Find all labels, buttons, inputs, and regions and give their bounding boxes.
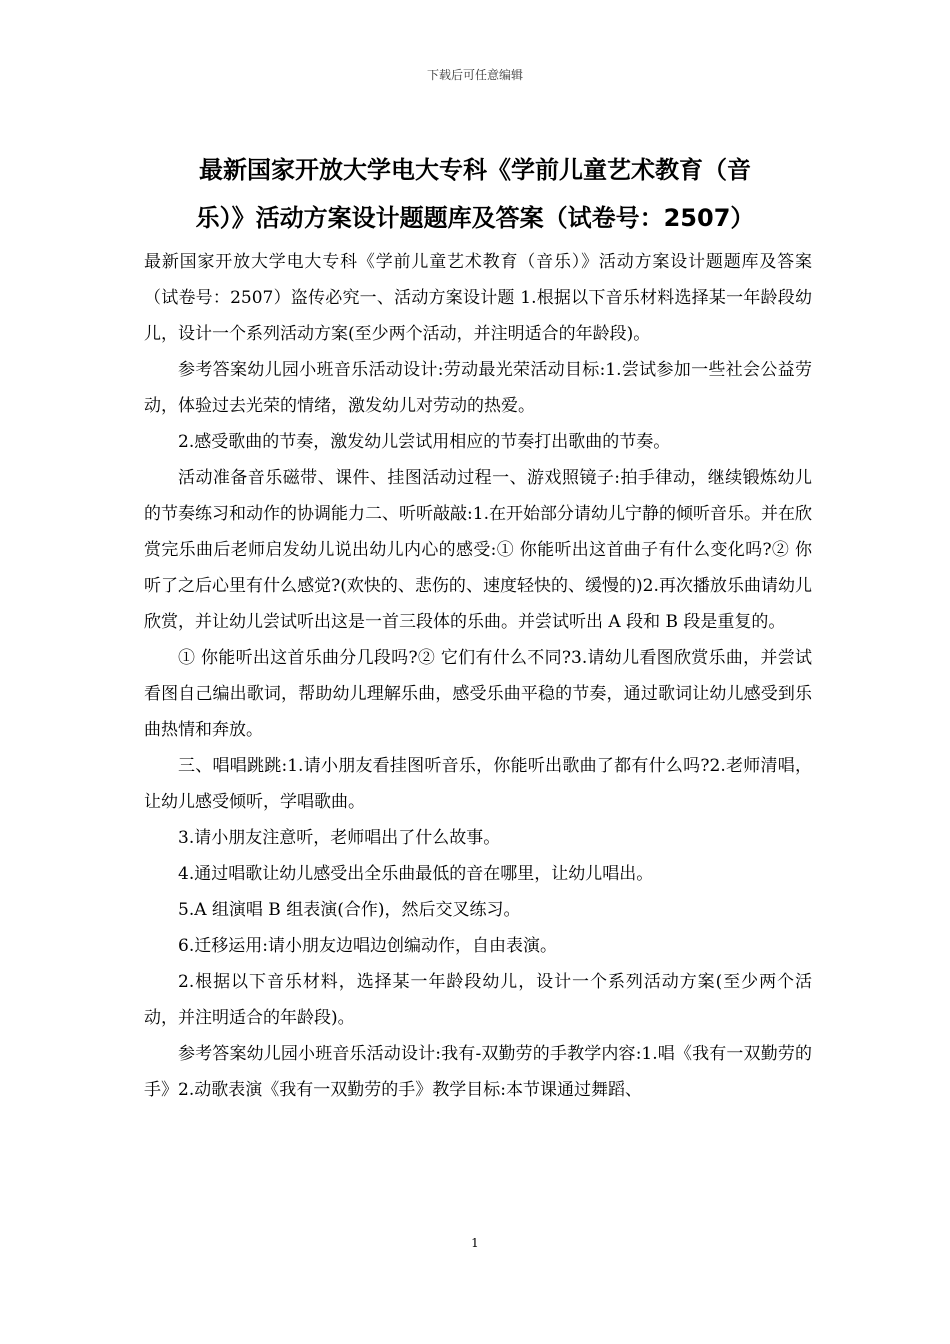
paragraph-activity-prep: 活动准备音乐磁带、课件、挂图活动过程一、游戏照镜子:拍手律动，继续锻炼幼儿的节奏练习和动作的协调能力二、听听敲敲:1.在开始部分请幼儿宁静的倾听音乐。并在欣赏完乐曲后老师启发幼儿说出幼儿内心的感受:① 你能听出这首曲子有什么变化吗?② 你听了之后心里有什么感觉?(欢快的、悲伤的、速度轻快的、缓慢的)2.再次播放乐曲请幼儿欣赏，并让幼儿尝试听出这是一首三段体的乐曲。并尝试听出 A 段和 B 段是重复的。: [144, 468, 812, 632]
paragraph-intro: 最新国家开放大学电大专科《学前儿童艺术教育（音乐）》活动方案设计题题库及答案（试卷号：2507）盗传必究一、活动方案设计题 1.根据以下音乐材料选择某一年龄段幼儿，设计一个系列活动方案(至少两个活动，并注明适合的年龄段)。: [144, 252, 812, 344]
paragraph-step-6: 6.迁移运用:请小朋友边唱边创编动作，自由表演。: [178, 936, 557, 956]
paragraph-step-4: 4.通过唱歌让幼儿感受出全乐曲最低的音在哪里，让幼儿唱出。: [178, 864, 654, 884]
paragraph-answer-2: 参考答案幼儿园小班音乐活动设计:我有-双勤劳的手教学内容:1.唱《我有一双勤劳的手》2.动歌表演《我有一双勤劳的手》教学目标:本节课通过舞蹈、: [144, 1044, 812, 1100]
document-title: [150, 146, 800, 242]
document-body: [144, 244, 812, 1108]
paragraph-step-3: 3.请小朋友注意听，老师唱出了什么故事。: [178, 828, 501, 848]
paragraph-step-5: 5.A 组演唱 B 组表演(合作)，然后交叉练习。: [178, 900, 521, 920]
header-note: 下载后可任意编辑: [426, 68, 523, 82]
paragraph-questions: ① 你能听出这首乐曲分几段吗?② 它们有什么不同?3.请幼儿看图欣赏乐曲，并尝试看图自己编出歌词，帮助幼儿理解乐曲，感受乐曲平稳的节奏，通过歌词让幼儿感受到乐曲热情和奔放。: [144, 648, 812, 740]
paragraph-answer-1: 参考答案幼儿园小班音乐活动设计:劳动最光荣活动目标:1.尝试参加一些社会公益劳动，体验过去光荣的情绪，激发幼儿对劳动的热爱。: [144, 360, 812, 416]
paragraph-sing-dance: 三、唱唱跳跳:1.请小朋友看挂图听音乐，你能听出歌曲了都有什么吗?2.老师清唱，让幼儿感受倾听，学唱歌曲。: [144, 756, 812, 812]
title-line-2: 乐）》活动方案设计题题库及答案（试卷号：2507）: [195, 204, 755, 232]
page-number: 1: [471, 1236, 479, 1250]
paragraph-question-2: 2.根据以下音乐材料，选择某一年龄段幼儿，设计一个系列活动方案(至少两个活动，并注明适合的年龄段)。: [144, 972, 812, 1028]
paragraph-goal-2: 2.感受歌曲的节奏，激发幼儿尝试用相应的节奏打出歌曲的节奏。: [178, 432, 671, 452]
title-line-1: 最新国家开放大学电大专科《学前儿童艺术教育（音: [199, 156, 751, 184]
